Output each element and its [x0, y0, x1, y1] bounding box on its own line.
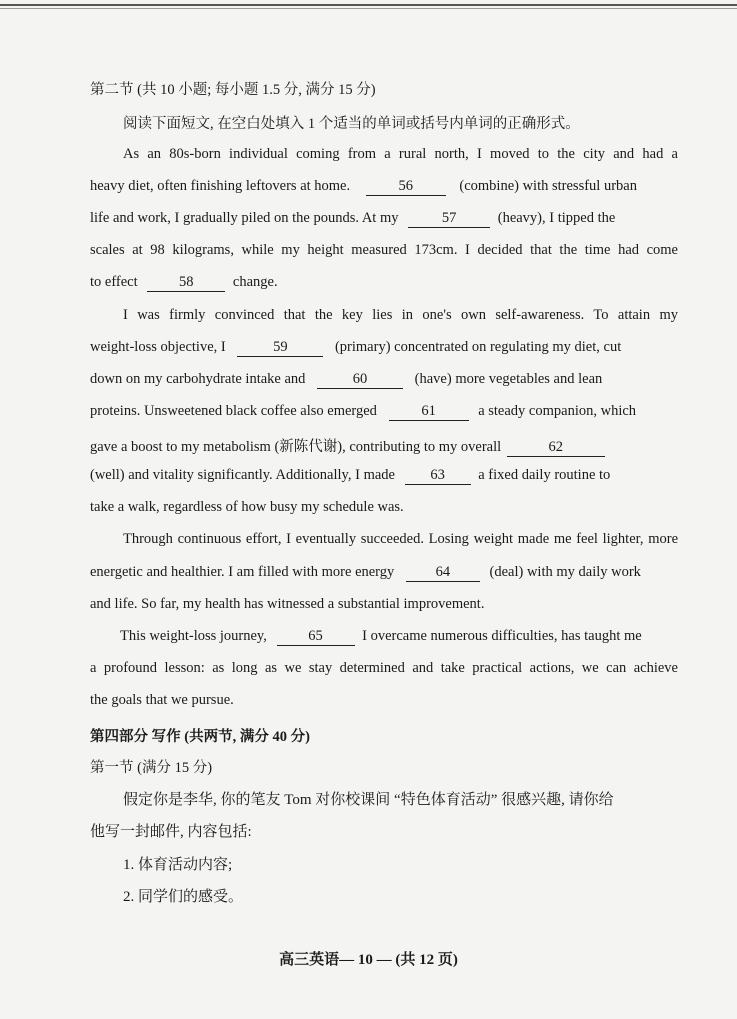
writing-requirement-2: 2. 同学们的感受。 — [123, 889, 244, 905]
blank-56[interactable]: 56 — [366, 179, 446, 196]
blank-57[interactable]: 57 — [408, 211, 490, 228]
top-border-thin — [0, 8, 737, 9]
blank-62[interactable]: 62 — [507, 440, 605, 457]
part4-section1-heading: 第一节 (满分 15 分) — [90, 760, 213, 776]
passage-line: proteins. Unsweetened black coffee also emerged 61 a steady companion, which — [90, 403, 637, 419]
passage-line: weight-loss objective, I 59 (primary) concentrated on regulating my diet, cut — [90, 339, 622, 355]
passage-line: I was firmly convinced that the key lies in one's own self-awareness. To attain my — [123, 307, 678, 323]
passage-line: down on my carbohydrate intake and 60 (have) more vegetables and lean — [90, 371, 603, 387]
passage-line: This weight-loss journey, 65 I overcame numerous difficulties, has taught me — [120, 628, 642, 644]
top-border — [0, 4, 737, 6]
passage-line: gave a boost to my metabolism (新陈代谢), contributing to my overall 62 — [90, 435, 678, 457]
section2-heading: 第二节 (共 10 小题; 每小题 1.5 分, 满分 15 分) — [90, 82, 376, 98]
passage-line: life and work, I gradually piled on the pounds. At my 57 (heavy), I tipped the — [90, 210, 616, 226]
section2-instruction: 阅读下面短文, 在空白处填入 1 个适当的单词或括号内单词的正确形式。 — [123, 116, 580, 132]
passage-line: the goals that we pursue. — [90, 692, 234, 708]
passage-line: take a walk, regardless of how busy my schedule was. — [90, 499, 404, 515]
blank-65[interactable]: 65 — [277, 629, 355, 646]
blank-61[interactable]: 61 — [389, 404, 469, 421]
passage-line: a profound lesson: as long as we stay determined and take practical actions, we can achieve — [90, 660, 678, 676]
blank-59[interactable]: 59 — [237, 340, 323, 357]
passage-line: and life. So far, my health has witnessed a substantial improvement. — [90, 596, 485, 612]
passage-line: energetic and healthier. I am filled with more energy 64 (deal) with my daily work — [90, 564, 641, 580]
passage-line: Through continuous effort, I eventually succeeded. Losing weight made me feel lighter, more — [123, 531, 678, 547]
part4-heading: 第四部分 写作 (共两节, 满分 40 分) — [90, 729, 310, 745]
passage-line: to effect 58 change. — [90, 274, 278, 290]
passage-line: heavy diet, often finishing leftovers at home. 56 (combine) with stressful urban — [90, 178, 637, 194]
blank-60[interactable]: 60 — [317, 372, 403, 389]
blank-58[interactable]: 58 — [147, 275, 225, 292]
blank-63[interactable]: 63 — [405, 468, 471, 485]
writing-prompt-line: 假定你是李华, 你的笔友 Tom 对你校课间 “特色体育活动” 很感兴趣, 请你给 — [123, 792, 614, 808]
blank-64[interactable]: 64 — [406, 565, 480, 582]
passage-line: scales at 98 kilograms, while my height measured 173cm. I decided that the time had come — [90, 242, 678, 258]
page-footer: 高三英语— 10 — (共 12 页) — [279, 952, 458, 968]
passage-line: As an 80s-born individual coming from a rural north, I moved to the city and had a — [123, 146, 678, 162]
writing-prompt-line: 他写一封邮件, 内容包括: — [90, 824, 252, 840]
writing-requirement-1: 1. 体育活动内容; — [123, 857, 233, 873]
passage-line: (well) and vitality significantly. Additionally, I made 63 a fixed daily routine to — [90, 467, 611, 483]
